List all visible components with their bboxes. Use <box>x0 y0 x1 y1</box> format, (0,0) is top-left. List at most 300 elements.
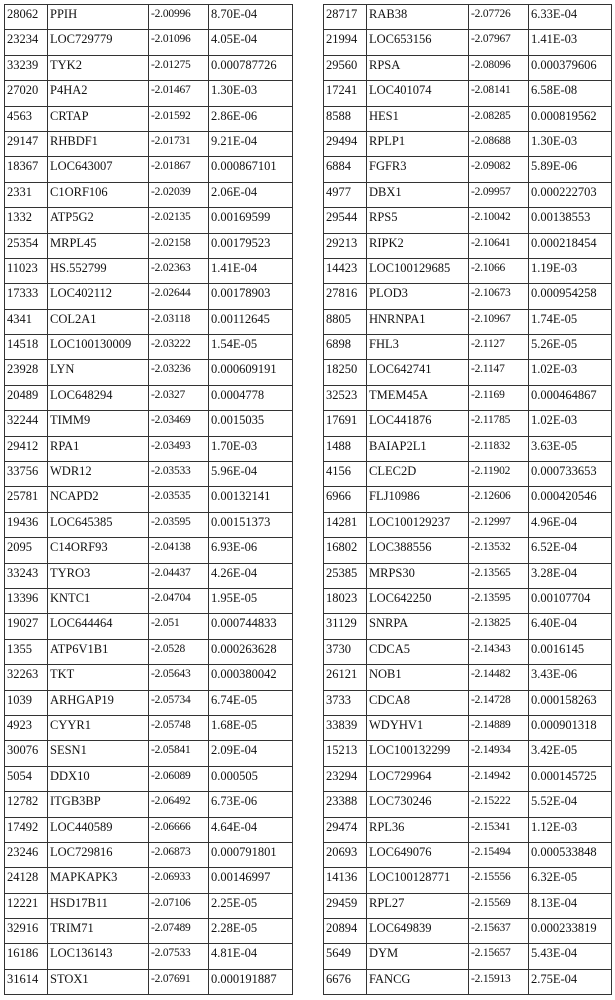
gene-id-cell: 1332 <box>5 208 48 233</box>
gene-symbol-cell: PPIH <box>48 5 149 30</box>
p-value-cell: 5.43E-04 <box>529 944 612 969</box>
p-value-cell: 1.54E-05 <box>209 335 293 360</box>
gene-id-cell: 4977 <box>324 182 367 207</box>
gene-symbol-cell: LOC388556 <box>367 538 469 563</box>
table-row <box>5 487 293 512</box>
gene-id-cell: 1039 <box>5 690 48 715</box>
gene-id-cell: 25385 <box>324 563 367 588</box>
p-value-cell: 0.000733653 <box>529 462 612 487</box>
gene-id-cell: 28717 <box>324 5 367 30</box>
table-row <box>5 893 293 918</box>
table-row <box>5 817 293 842</box>
gene-id-cell: 5054 <box>5 766 48 791</box>
p-value-cell: 0.000380042 <box>209 665 293 690</box>
table-row <box>5 436 293 461</box>
gene-id-cell: 20693 <box>324 842 367 867</box>
fold-change-cell: -2.13825 <box>469 614 529 639</box>
gene-id-cell: 16802 <box>324 538 367 563</box>
gene-symbol-cell: TYRO3 <box>48 563 149 588</box>
fold-change-cell: -2.03595 <box>149 512 209 537</box>
p-value-cell: 6.52E-04 <box>529 538 612 563</box>
fold-change-cell: -2.03493 <box>149 436 209 461</box>
p-value-cell: 0.000420546 <box>529 487 612 512</box>
p-value-cell: 0.000819562 <box>529 106 612 131</box>
p-value-cell: 0.0015035 <box>209 411 293 436</box>
table-row <box>324 258 612 283</box>
p-value-cell: 0.000954258 <box>529 284 612 309</box>
table-row <box>324 5 612 30</box>
table-row <box>5 30 293 55</box>
table-row <box>5 538 293 563</box>
gene-symbol-cell: HNRNPA1 <box>367 309 469 334</box>
table-row <box>5 690 293 715</box>
p-value-cell: 1.12E-03 <box>529 817 612 842</box>
p-value-cell: 6.74E-05 <box>209 690 293 715</box>
gene-symbol-cell: RPA1 <box>48 436 149 461</box>
p-value-cell: 2.28E-05 <box>209 919 293 944</box>
table-row <box>324 284 612 309</box>
gene-symbol-cell: LOC649076 <box>367 842 469 867</box>
table-row <box>5 360 293 385</box>
gene-symbol-cell: LOC401074 <box>367 81 469 106</box>
gene-symbol-cell: CLEC2D <box>367 462 469 487</box>
p-value-cell: 4.26E-04 <box>209 563 293 588</box>
p-value-cell: 1.70E-03 <box>209 436 293 461</box>
gene-symbol-cell: ATP5G2 <box>48 208 149 233</box>
gene-symbol-cell: DBX1 <box>367 182 469 207</box>
p-value-cell: 9.21E-04 <box>209 131 293 156</box>
fold-change-cell: -2.01867 <box>149 157 209 182</box>
fold-change-cell: -2.13532 <box>469 538 529 563</box>
fold-change-cell: -2.03118 <box>149 309 209 334</box>
table-row <box>324 842 612 867</box>
table-row <box>5 309 293 334</box>
gene-symbol-cell: CDCA8 <box>367 690 469 715</box>
gene-table-right <box>323 4 612 995</box>
gene-symbol-cell: LOC642741 <box>367 360 469 385</box>
fold-change-cell: -2.15913 <box>469 969 529 994</box>
gene-symbol-cell: HS.552799 <box>48 258 149 283</box>
table-row <box>324 233 612 258</box>
fold-change-cell: -2.02644 <box>149 284 209 309</box>
fold-change-cell: -2.07726 <box>469 5 529 30</box>
fold-change-cell: -2.02158 <box>149 233 209 258</box>
fold-change-cell: -2.1169 <box>469 385 529 410</box>
gene-symbol-cell: BAIAP2L1 <box>367 436 469 461</box>
p-value-cell: 1.95E-05 <box>209 588 293 613</box>
p-value-cell: 1.02E-03 <box>529 411 612 436</box>
fold-change-cell: -2.03222 <box>149 335 209 360</box>
gene-id-cell: 27816 <box>324 284 367 309</box>
p-value-cell: 1.30E-03 <box>209 81 293 106</box>
table-row <box>5 81 293 106</box>
p-value-cell: 0.00138553 <box>529 208 612 233</box>
gene-id-cell: 31614 <box>5 969 48 994</box>
p-value-cell: 0.000901318 <box>529 715 612 740</box>
gene-symbol-cell: MRPL45 <box>48 233 149 258</box>
p-value-cell: 0.000867101 <box>209 157 293 182</box>
table-row <box>5 182 293 207</box>
p-value-cell: 0.00169599 <box>209 208 293 233</box>
gene-id-cell: 4156 <box>324 462 367 487</box>
gene-symbol-cell: WDR12 <box>48 462 149 487</box>
fold-change-cell: -2.04138 <box>149 538 209 563</box>
table-row <box>5 5 293 30</box>
fold-change-cell: -2.01731 <box>149 131 209 156</box>
table-row <box>324 411 612 436</box>
gene-id-cell: 3730 <box>324 639 367 664</box>
table-row <box>5 614 293 639</box>
fold-change-cell: -2.03236 <box>149 360 209 385</box>
fold-change-cell: -2.10673 <box>469 284 529 309</box>
gene-id-cell: 33839 <box>324 715 367 740</box>
table-row <box>5 969 293 994</box>
p-value-cell: 0.000145725 <box>529 766 612 791</box>
table-row <box>5 233 293 258</box>
p-value-cell: 0.000505 <box>209 766 293 791</box>
gene-symbol-cell: LOC642250 <box>367 588 469 613</box>
fold-change-cell: -2.1147 <box>469 360 529 385</box>
table-row <box>324 919 612 944</box>
fold-change-cell: -2.10967 <box>469 309 529 334</box>
fold-change-cell: -2.05734 <box>149 690 209 715</box>
gene-id-cell: 14281 <box>324 512 367 537</box>
fold-change-cell: -2.06933 <box>149 868 209 893</box>
table-row <box>324 715 612 740</box>
fold-change-cell: -2.14889 <box>469 715 529 740</box>
gene-symbol-cell: DDX10 <box>48 766 149 791</box>
gene-symbol-cell: FGFR3 <box>367 157 469 182</box>
gene-id-cell: 14136 <box>324 868 367 893</box>
gene-symbol-cell: RHBDF1 <box>48 131 149 156</box>
p-value-cell: 0.000533848 <box>529 842 612 867</box>
gene-id-cell: 33243 <box>5 563 48 588</box>
table-row <box>324 131 612 156</box>
p-value-cell: 5.52E-04 <box>529 792 612 817</box>
fold-change-cell: -2.00996 <box>149 5 209 30</box>
gene-id-cell: 18367 <box>5 157 48 182</box>
p-value-cell: 0.000191887 <box>209 969 293 994</box>
gene-id-cell: 29544 <box>324 208 367 233</box>
gene-id-cell: 18023 <box>324 588 367 613</box>
table-row <box>324 588 612 613</box>
gene-id-cell: 29412 <box>5 436 48 461</box>
gene-symbol-cell: CRTAP <box>48 106 149 131</box>
fold-change-cell: -2.1127 <box>469 335 529 360</box>
gene-id-cell: 6898 <box>324 335 367 360</box>
gene-id-cell: 27020 <box>5 81 48 106</box>
fold-change-cell: -2.01096 <box>149 30 209 55</box>
gene-id-cell: 16186 <box>5 944 48 969</box>
gene-symbol-cell: STOX1 <box>48 969 149 994</box>
fold-change-cell: -2.15569 <box>469 893 529 918</box>
table-row <box>5 55 293 80</box>
gene-id-cell: 17691 <box>324 411 367 436</box>
p-value-cell: 2.09E-04 <box>209 741 293 766</box>
table-row <box>5 157 293 182</box>
gene-symbol-cell: ATP6V1B1 <box>48 639 149 664</box>
gene-symbol-cell: HSD17B11 <box>48 893 149 918</box>
fold-change-cell: -2.07967 <box>469 30 529 55</box>
table-row <box>324 817 612 842</box>
p-value-cell: 0.0004778 <box>209 385 293 410</box>
p-value-cell: 0.00179523 <box>209 233 293 258</box>
p-value-cell: 8.13E-04 <box>529 893 612 918</box>
gene-symbol-cell: DYM <box>367 944 469 969</box>
gene-id-cell: 18250 <box>324 360 367 385</box>
fold-change-cell: -2.05748 <box>149 715 209 740</box>
gene-symbol-cell: SNRPA <box>367 614 469 639</box>
gene-id-cell: 6676 <box>324 969 367 994</box>
gene-id-cell: 1488 <box>324 436 367 461</box>
table-row <box>324 665 612 690</box>
gene-symbol-cell: LOC100128771 <box>367 868 469 893</box>
table-row <box>324 512 612 537</box>
table-row <box>324 55 612 80</box>
p-value-cell: 3.43E-06 <box>529 665 612 690</box>
fold-change-cell: -2.03469 <box>149 411 209 436</box>
gene-id-cell: 26121 <box>324 665 367 690</box>
gene-id-cell: 3733 <box>324 690 367 715</box>
p-value-cell: 0.000744833 <box>209 614 293 639</box>
fold-change-cell: -2.07106 <box>149 893 209 918</box>
gene-id-cell: 17492 <box>5 817 48 842</box>
gene-id-cell: 4923 <box>5 715 48 740</box>
gene-id-cell: 21994 <box>324 30 367 55</box>
gene-id-cell: 2331 <box>5 182 48 207</box>
gene-symbol-cell: PLOD3 <box>367 284 469 309</box>
fold-change-cell: -2.06873 <box>149 842 209 867</box>
fold-change-cell: -2.07691 <box>149 969 209 994</box>
gene-id-cell: 33756 <box>5 462 48 487</box>
fold-change-cell: -2.09082 <box>469 157 529 182</box>
table-row <box>5 411 293 436</box>
gene-id-cell: 4341 <box>5 309 48 334</box>
fold-change-cell: -2.09957 <box>469 182 529 207</box>
gene-symbol-cell: C14ORF93 <box>48 538 149 563</box>
p-value-cell: 0.00112645 <box>209 309 293 334</box>
fold-change-cell: -2.06089 <box>149 766 209 791</box>
fold-change-cell: -2.04437 <box>149 563 209 588</box>
table-row <box>5 665 293 690</box>
table-row <box>5 284 293 309</box>
p-value-cell: 4.96E-04 <box>529 512 612 537</box>
p-value-cell: 3.63E-05 <box>529 436 612 461</box>
gene-symbol-cell: RPS5 <box>367 208 469 233</box>
gene-symbol-cell: LOC441876 <box>367 411 469 436</box>
table-row <box>5 208 293 233</box>
table-row <box>5 385 293 410</box>
table-row <box>324 487 612 512</box>
gene-symbol-cell: MAPKAPK3 <box>48 868 149 893</box>
gene-id-cell: 23234 <box>5 30 48 55</box>
p-value-cell: 0.000379606 <box>529 55 612 80</box>
gene-symbol-cell: RAB38 <box>367 5 469 30</box>
gene-id-cell: 29147 <box>5 131 48 156</box>
gene-symbol-cell: RIPK2 <box>367 233 469 258</box>
table-row <box>324 335 612 360</box>
table-row <box>5 258 293 283</box>
p-value-cell: 0.000464867 <box>529 385 612 410</box>
fold-change-cell: -2.11832 <box>469 436 529 461</box>
table-row <box>5 639 293 664</box>
table-row <box>5 106 293 131</box>
gene-id-cell: 15213 <box>324 741 367 766</box>
table-row <box>5 919 293 944</box>
p-value-cell: 5.96E-04 <box>209 462 293 487</box>
gene-symbol-cell: WDYHV1 <box>367 715 469 740</box>
p-value-cell: 6.93E-06 <box>209 538 293 563</box>
gene-symbol-cell: RPL36 <box>367 817 469 842</box>
table-row <box>5 715 293 740</box>
table-row <box>5 868 293 893</box>
p-value-cell: 0.00146997 <box>209 868 293 893</box>
table-row <box>5 741 293 766</box>
p-value-cell: 5.89E-06 <box>529 157 612 182</box>
p-value-cell: 6.73E-06 <box>209 792 293 817</box>
gene-symbol-cell: TIMM9 <box>48 411 149 436</box>
fold-change-cell: -2.051 <box>149 614 209 639</box>
gene-id-cell: 29494 <box>324 131 367 156</box>
fold-change-cell: -2.01592 <box>149 106 209 131</box>
table-row <box>324 868 612 893</box>
p-value-cell: 0.00151373 <box>209 512 293 537</box>
p-value-cell: 1.19E-03 <box>529 258 612 283</box>
gene-id-cell: 14518 <box>5 335 48 360</box>
p-value-cell: 6.32E-05 <box>529 868 612 893</box>
fold-change-cell: -2.1066 <box>469 258 529 283</box>
table-row <box>5 335 293 360</box>
fold-change-cell: -2.08096 <box>469 55 529 80</box>
gene-id-cell: 13396 <box>5 588 48 613</box>
table-row <box>324 385 612 410</box>
gene-symbol-cell: TKT <box>48 665 149 690</box>
gene-id-cell: 23246 <box>5 842 48 867</box>
fold-change-cell: -2.15657 <box>469 944 529 969</box>
fold-change-cell: -2.02039 <box>149 182 209 207</box>
gene-symbol-cell: LOC730246 <box>367 792 469 817</box>
p-value-cell: 4.05E-04 <box>209 30 293 55</box>
gene-id-cell: 19436 <box>5 512 48 537</box>
p-value-cell: 0.000218454 <box>529 233 612 258</box>
p-value-cell: 0.000609191 <box>209 360 293 385</box>
table-row <box>5 842 293 867</box>
gene-id-cell: 29459 <box>324 893 367 918</box>
gene-id-cell: 29560 <box>324 55 367 80</box>
gene-table-left <box>4 4 293 995</box>
gene-symbol-cell: CDCA5 <box>367 639 469 664</box>
gene-symbol-cell: C1ORF106 <box>48 182 149 207</box>
table-row <box>324 766 612 791</box>
p-value-cell: 1.68E-05 <box>209 715 293 740</box>
table-row <box>5 462 293 487</box>
gene-symbol-cell: LOC100130009 <box>48 335 149 360</box>
gene-id-cell: 11023 <box>5 258 48 283</box>
p-value-cell: 4.81E-04 <box>209 944 293 969</box>
gene-symbol-cell: NCAPD2 <box>48 487 149 512</box>
gene-symbol-cell: LOC440589 <box>48 817 149 842</box>
fold-change-cell: -2.02135 <box>149 208 209 233</box>
gene-symbol-cell: KNTC1 <box>48 588 149 613</box>
gene-symbol-cell: CYYR1 <box>48 715 149 740</box>
gene-id-cell: 25781 <box>5 487 48 512</box>
gene-id-cell: 24128 <box>5 868 48 893</box>
gene-id-cell: 29213 <box>324 233 367 258</box>
gene-symbol-cell: LOC645385 <box>48 512 149 537</box>
gene-id-cell: 31129 <box>324 614 367 639</box>
gene-id-cell: 2095 <box>5 538 48 563</box>
fold-change-cell: -2.15637 <box>469 919 529 944</box>
fold-change-cell: -2.15222 <box>469 792 529 817</box>
table-row <box>5 588 293 613</box>
p-value-cell: 0.00178903 <box>209 284 293 309</box>
table-row <box>324 360 612 385</box>
table-row <box>324 741 612 766</box>
gene-symbol-cell: FHL3 <box>367 335 469 360</box>
table-row <box>324 157 612 182</box>
table-row <box>324 309 612 334</box>
fold-change-cell: -2.15341 <box>469 817 529 842</box>
p-value-cell: 2.75E-04 <box>529 969 612 994</box>
fold-change-cell: -2.05643 <box>149 665 209 690</box>
table-row <box>5 563 293 588</box>
fold-change-cell: -2.04704 <box>149 588 209 613</box>
table-row <box>5 766 293 791</box>
table-row <box>324 563 612 588</box>
gene-id-cell: 33239 <box>5 55 48 80</box>
fold-change-cell: -2.13565 <box>469 563 529 588</box>
gene-id-cell: 8805 <box>324 309 367 334</box>
p-value-cell: 0.000787726 <box>209 55 293 80</box>
gene-id-cell: 8588 <box>324 106 367 131</box>
gene-id-cell: 23928 <box>5 360 48 385</box>
gene-symbol-cell: LOC100129237 <box>367 512 469 537</box>
p-value-cell: 3.42E-05 <box>529 741 612 766</box>
table-row <box>324 614 612 639</box>
gene-symbol-cell: LOC136143 <box>48 944 149 969</box>
gene-symbol-cell: TMEM45A <box>367 385 469 410</box>
p-value-cell: 4.64E-04 <box>209 817 293 842</box>
gene-symbol-cell: MRPS30 <box>367 563 469 588</box>
gene-symbol-cell: RPL27 <box>367 893 469 918</box>
gene-id-cell: 32263 <box>5 665 48 690</box>
gene-id-cell: 23388 <box>324 792 367 817</box>
gene-id-cell: 32244 <box>5 411 48 436</box>
p-value-cell: 1.74E-05 <box>529 309 612 334</box>
gene-id-cell: 5649 <box>324 944 367 969</box>
gene-symbol-cell: RPSA <box>367 55 469 80</box>
fold-change-cell: -2.06492 <box>149 792 209 817</box>
gene-symbol-cell: ITGB3BP <box>48 792 149 817</box>
gene-symbol-cell: P4HA2 <box>48 81 149 106</box>
p-value-cell: 2.86E-06 <box>209 106 293 131</box>
fold-change-cell: -2.11902 <box>469 462 529 487</box>
gene-symbol-cell: LOC402112 <box>48 284 149 309</box>
table-row <box>324 690 612 715</box>
gene-symbol-cell: LOC729816 <box>48 842 149 867</box>
gene-id-cell: 6884 <box>324 157 367 182</box>
fold-change-cell: -2.14482 <box>469 665 529 690</box>
gene-symbol-cell: TRIM71 <box>48 919 149 944</box>
fold-change-cell: -2.07489 <box>149 919 209 944</box>
gene-id-cell: 32523 <box>324 385 367 410</box>
gene-id-cell: 17241 <box>324 81 367 106</box>
table-row <box>324 639 612 664</box>
fold-change-cell: -2.10042 <box>469 208 529 233</box>
fold-change-cell: -2.02363 <box>149 258 209 283</box>
p-value-cell: 2.25E-05 <box>209 893 293 918</box>
table-row <box>5 792 293 817</box>
